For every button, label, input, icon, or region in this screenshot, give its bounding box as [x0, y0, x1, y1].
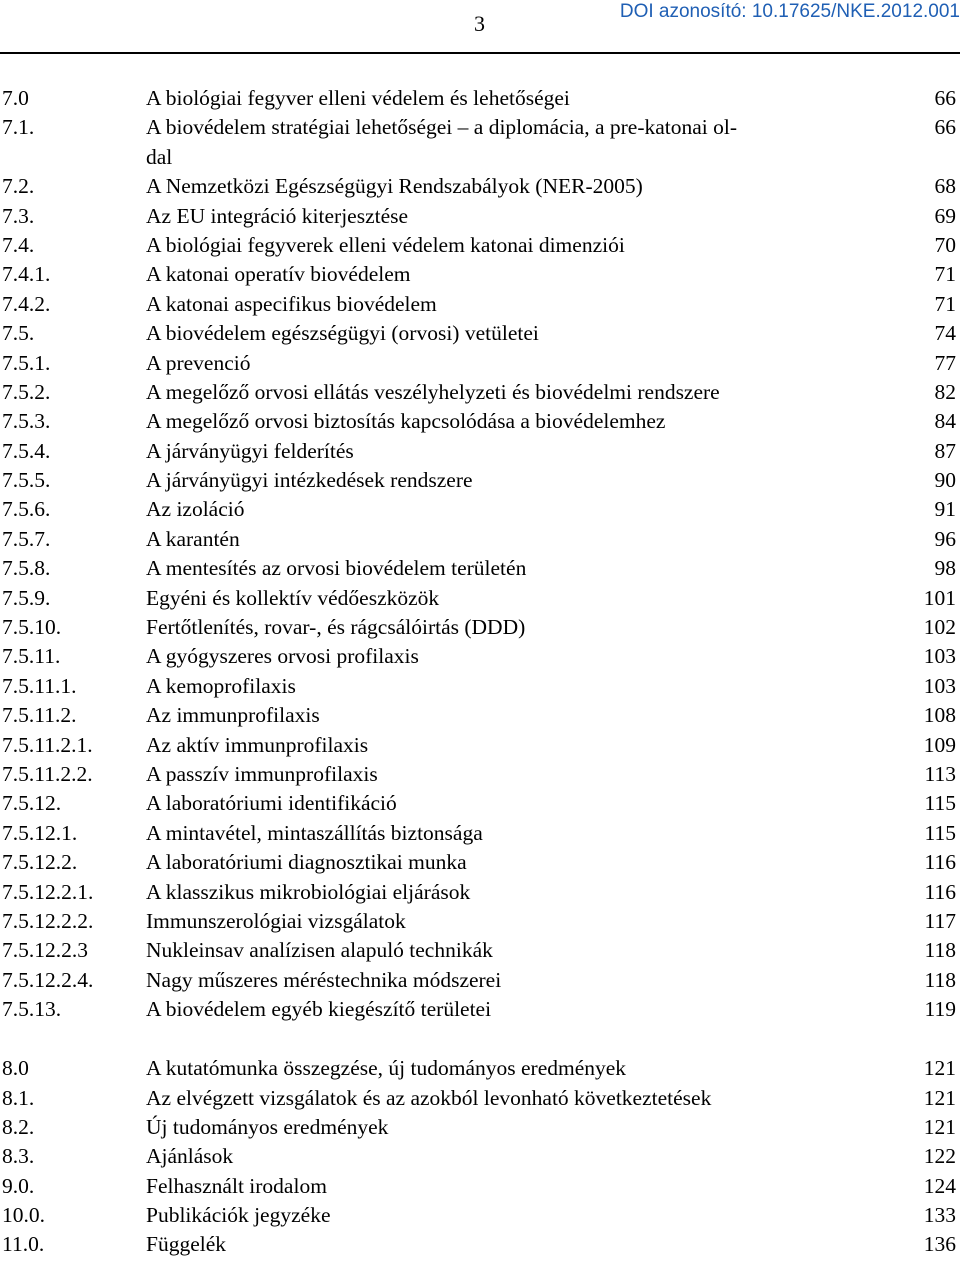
toc-entry-title: A kutatómunka összegzése, új tudományos eredmények — [146, 1056, 627, 1081]
toc-entry — [0, 202, 960, 231]
toc-entry — [0, 231, 960, 260]
toc-entry-title: A biovédelem egészségügyi (orvosi) vetületei — [146, 321, 539, 346]
toc-entry-number: 7.5.11.1. — [2, 673, 77, 698]
toc-entry — [0, 848, 960, 877]
toc-entry-number: 7.5.11.2.2. — [2, 762, 93, 786]
toc-entry-title: A laboratóriumi diagnosztikai munka — [146, 850, 467, 875]
toc-entry-title: A laboratóriumi identifikáció — [146, 791, 397, 816]
toc-entry-number: 8.2. — [2, 1114, 35, 1139]
toc-entry-title: Ajánlások — [146, 1144, 234, 1169]
toc-group-chapter-7 — [0, 84, 960, 1025]
toc-entry — [0, 84, 960, 113]
toc-entry-number: 7.5.2. — [2, 379, 51, 404]
toc-entry-number: 7.5.12.2. — [2, 850, 78, 875]
toc-entry-number: 8.1. — [2, 1085, 35, 1110]
toc-entry — [0, 966, 960, 995]
toc-entry-number: 7.2. — [2, 174, 35, 199]
toc-entry — [0, 378, 960, 407]
toc-entry-title: A kemoprofilaxis — [146, 673, 296, 698]
toc-entry-title: A biológiai fegyver elleni védelem és lehetőségei — [146, 86, 570, 110]
table-of-contents — [0, 84, 960, 1260]
toc-entry-title: A megelőző orvosi ellátás veszélyhelyzeti és biovédelmi rendszere — [146, 379, 720, 404]
toc-entry-number: 7.5.5. — [2, 468, 51, 493]
toc-entry-number: 7.5.12. — [2, 791, 62, 816]
toc-entry-page: 71 — [934, 262, 956, 287]
toc-entry-number: 8.0 — [2, 1056, 29, 1081]
toc-entry-number: 7.5.13. — [2, 997, 62, 1022]
toc-entry-title: A prevenció — [146, 350, 251, 375]
toc-entry-page: 74 — [934, 321, 956, 346]
toc-entry-page: 109 — [923, 732, 956, 757]
toc-entry — [0, 995, 960, 1024]
toc-entry-page: 68 — [934, 174, 956, 199]
toc-entry-number: 7.5.12.1. — [2, 820, 78, 845]
toc-entry-page: 116 — [924, 879, 956, 904]
toc-entry-title: A katonai aspecifikus biovédelem — [146, 291, 437, 316]
toc-entry-number: 7.4. — [2, 232, 35, 257]
toc-entry — [0, 554, 960, 583]
toc-entry-number: 7.1. — [2, 115, 35, 140]
toc-entry — [0, 525, 960, 554]
toc-entry-number: 7.3. — [2, 203, 35, 228]
toc-entry — [0, 349, 960, 378]
toc-entry — [0, 642, 960, 671]
toc-entry — [0, 907, 960, 936]
toc-entry-page: 103 — [923, 644, 956, 669]
toc-entry-page: 96 — [934, 526, 956, 551]
toc-entry — [0, 760, 960, 789]
toc-entry-page: 133 — [923, 1203, 956, 1228]
toc-entry-title: A passzív immunprofilaxis — [146, 762, 378, 786]
toc-entry-title: Az immunprofilaxis — [146, 703, 320, 728]
toc-entry-page: 98 — [934, 556, 956, 581]
toc-entry-number: 9.0. — [2, 1173, 35, 1198]
toc-entry-title: Felhasznált irodalom — [146, 1173, 327, 1198]
toc-entry-number: 7.5.9. — [2, 585, 51, 610]
toc-entry-page: 115 — [924, 791, 956, 816]
toc-entry-title: A megelőző orvosi biztosítás kapcsolódása a biovédelemhez — [146, 409, 666, 434]
toc-entry — [0, 260, 960, 289]
toc-entry — [0, 495, 960, 524]
toc-entry-title: Fertőtlenítés, rovar-, és rágcsálóirtás (DDD) — [146, 615, 526, 640]
toc-entry-page: 101 — [923, 585, 956, 610]
toc-entry-number: 7.5.11.2. — [2, 703, 77, 728]
toc-entry-page: 102 — [923, 615, 956, 640]
toc-entry — [0, 1172, 960, 1201]
header-divider — [0, 52, 960, 54]
toc-entry-page: 71 — [934, 291, 956, 316]
toc-entry-page: 121 — [923, 1114, 956, 1139]
toc-entry — [0, 1201, 960, 1230]
toc-entry — [0, 878, 960, 907]
toc-group-gap — [0, 1025, 960, 1055]
toc-entry — [0, 319, 960, 348]
toc-entry-number: 7.5.12.2.3 — [2, 938, 88, 963]
toc-entry — [0, 1084, 960, 1113]
toc-entry-number: 7.5.11.2.1. — [2, 732, 93, 757]
toc-entry-page: 115 — [924, 820, 956, 845]
toc-entry-title: A biovédelem egyéb kiegészítő területei — [146, 997, 492, 1022]
toc-entry-title: A gyógyszeres orvosi profilaxis — [146, 644, 419, 669]
toc-entry-title: A biológiai fegyverek elleni védelem katonai dimenziói — [146, 232, 625, 257]
toc-entry — [0, 407, 960, 436]
toc-entry-title: A karantén — [146, 526, 240, 551]
toc-entry-number: 7.5.10. — [2, 615, 62, 640]
toc-entry — [0, 584, 960, 613]
toc-entry-title: Függelék — [146, 1232, 227, 1257]
toc-entry-page: 103 — [923, 673, 956, 698]
toc-entry-title: A katonai operatív biovédelem — [146, 262, 411, 287]
toc-entry-title: Az izoláció — [146, 497, 245, 522]
toc-entry-number: 7.5.7. — [2, 526, 51, 551]
toc-entry — [0, 672, 960, 701]
toc-entry-number: 11.0. — [2, 1232, 45, 1257]
toc-entry-title-line: dal — [146, 144, 173, 169]
toc-entry-number: 7.5.11. — [2, 644, 61, 669]
toc-entry — [0, 113, 960, 172]
toc-entry-title: A járványügyi intézkedések rendszere — [146, 468, 473, 493]
toc-entry-title: Új tudományos eredmények — [146, 1114, 389, 1139]
toc-entry-title: Az EU integráció kiterjesztése — [146, 203, 409, 228]
toc-entry-page: 108 — [923, 703, 956, 728]
toc-entry-title-line: A biovédelem stratégiai lehetőségei – a diplomácia, a pre-katonai ol- — [146, 115, 738, 140]
toc-entry-title: Az elvégzett vizsgálatok és az azokból levonható következtetések — [146, 1085, 712, 1110]
toc-entry-number: 7.5.3. — [2, 409, 51, 434]
toc-entry-page: 84 — [934, 409, 956, 434]
toc-entry — [0, 819, 960, 848]
toc-entry-page: 77 — [934, 350, 956, 375]
doi-identifier: DOI azonosító: 10.17625/NKE.2012.001 — [619, 1, 960, 22]
toc-entry-page: 70 — [934, 232, 956, 257]
toc-entry-page: 118 — [924, 967, 956, 992]
toc-entry-page: 69 — [934, 203, 956, 228]
toc-entry-title: A mentesítés az orvosi biovédelem területén — [146, 556, 527, 581]
toc-entry-page: 118 — [924, 938, 956, 963]
toc-entry — [0, 731, 960, 760]
toc-entry-page: 119 — [924, 997, 956, 1022]
toc-entry-title: Az aktív immunprofilaxis — [146, 732, 369, 757]
toc-entry-title: Immunszerológiai vizsgálatok — [146, 908, 406, 933]
toc-entry-title: Publikációk jegyzéke — [146, 1203, 331, 1228]
toc-entry-page: 124 — [923, 1173, 956, 1198]
toc-entry-number: 7.5.1. — [2, 350, 51, 375]
toc-entry-title: Egyéni és kollektív védőeszközök — [146, 585, 440, 610]
toc-entry-number: 7.5.4. — [2, 438, 51, 463]
toc-entry-number: 7.5.12.2.1. — [2, 879, 94, 904]
toc-entry-number: 10.0. — [2, 1203, 45, 1228]
toc-entry-page: 91 — [934, 497, 956, 522]
toc-entry-page: 87 — [934, 438, 956, 463]
toc-entry-number: 7.5.12.2.4. — [2, 967, 94, 992]
toc-entry-number: 7.4.1. — [2, 262, 51, 287]
toc-entry-page: 121 — [923, 1056, 956, 1081]
page-number: 3 — [474, 11, 485, 36]
toc-entry-page: 113 — [924, 762, 956, 786]
toc-entry-number: 7.4.2. — [2, 291, 51, 316]
toc-entry — [0, 290, 960, 319]
toc-entry-number: 7.5.12.2.2. — [2, 908, 94, 933]
toc-entry-title: A mintavétel, mintaszállítás biztonsága — [146, 820, 483, 845]
toc-entry — [0, 789, 960, 818]
toc-entry — [0, 1054, 960, 1083]
toc-entry-number: 7.0 — [2, 86, 29, 110]
toc-entry-number: 7.5.8. — [2, 556, 51, 581]
toc-entry — [0, 466, 960, 495]
toc-entry-title: A klasszikus mikrobiológiai eljárások — [146, 879, 471, 904]
toc-entry-page: 122 — [923, 1144, 956, 1169]
toc-entry — [0, 1113, 960, 1142]
toc-entry-page: 136 — [923, 1232, 956, 1257]
toc-entry-title: Nukleinsav analízisen alapuló technikák — [146, 938, 493, 963]
toc-entry-page: 116 — [924, 850, 956, 875]
toc-entry — [0, 172, 960, 201]
toc-entry-number: 8.3. — [2, 1144, 35, 1169]
toc-entry-page: 66 — [934, 115, 956, 140]
toc-entry-number: 7.5. — [2, 321, 35, 346]
toc-entry — [0, 613, 960, 642]
toc-entry-title: A Nemzetközi Egészségügyi Rendszabályok (NER-2005) — [146, 174, 643, 199]
toc-entry-number: 7.5.6. — [2, 497, 51, 522]
toc-entry-page: 121 — [923, 1085, 956, 1110]
toc-entry-title: Nagy műszeres méréstechnika módszerei — [146, 967, 502, 992]
toc-entry-page: 66 — [934, 86, 956, 110]
toc-entry-page: 90 — [934, 468, 956, 493]
toc-entry — [0, 1230, 960, 1259]
toc-entry — [0, 437, 960, 466]
toc-entry-title — [146, 113, 866, 172]
toc-entry — [0, 936, 960, 965]
toc-group-chapters-8-11 — [0, 1054, 960, 1260]
toc-entry — [0, 701, 960, 730]
toc-entry — [0, 1142, 960, 1171]
toc-entry-title: A járványügyi felderítés — [146, 438, 354, 463]
toc-entry-page: 82 — [934, 379, 956, 404]
toc-entry-page: 117 — [924, 908, 956, 933]
